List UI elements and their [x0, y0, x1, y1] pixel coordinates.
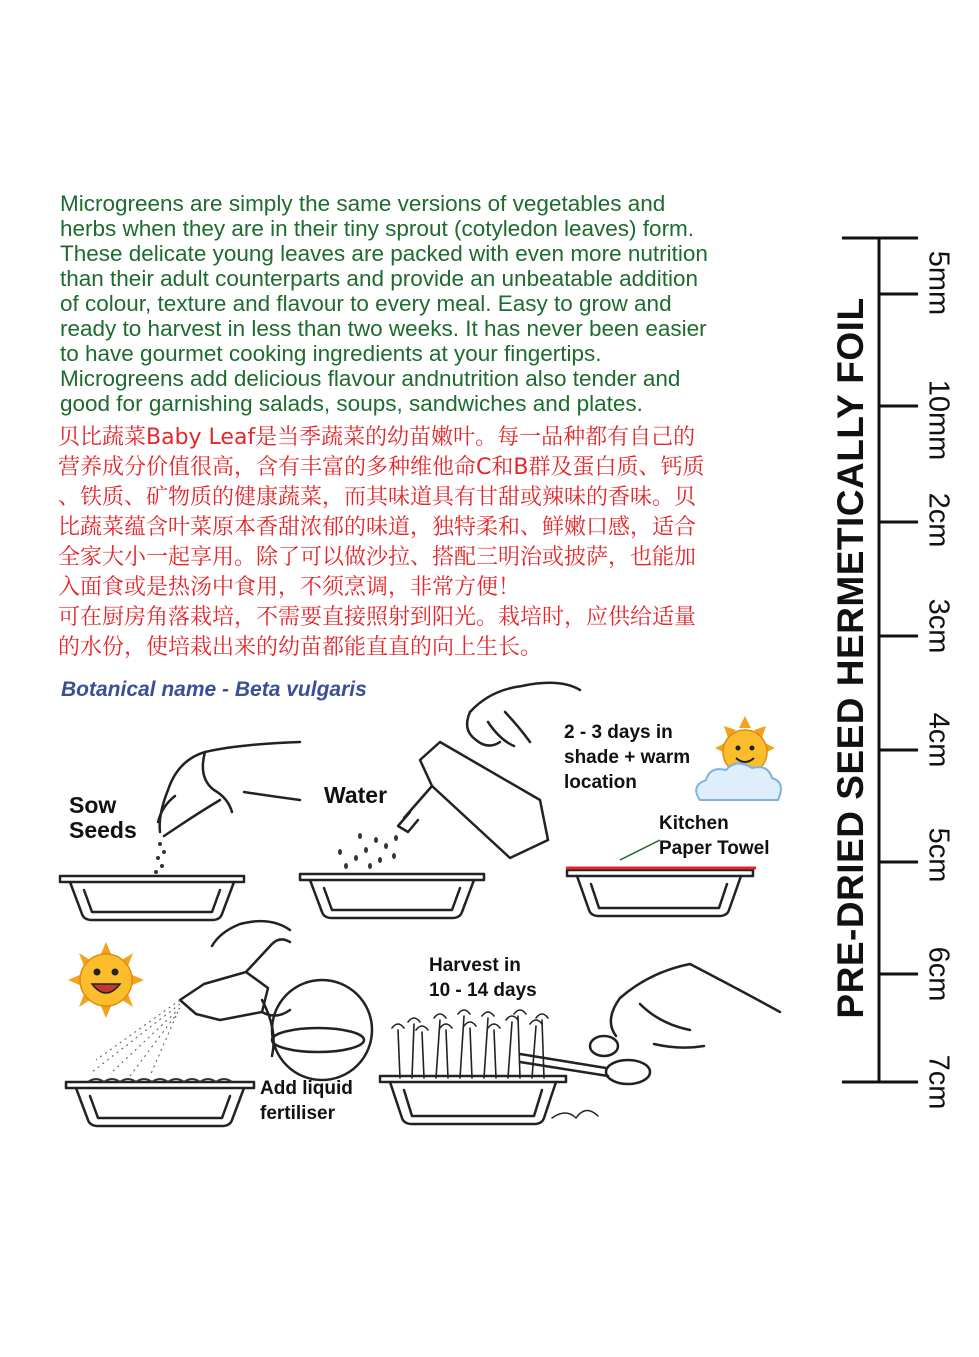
ruler-mark-3cm: 3cm: [922, 598, 955, 654]
sowing-hand-icon: [158, 742, 300, 836]
fertiliser-label: Add liquid fertiliser: [260, 1078, 353, 1124]
microgreens-icon: [392, 1010, 548, 1078]
harvest-label: Harvest in 10 - 14 days: [429, 955, 537, 1001]
paper-towel-label: Kitchen Paper Towel: [659, 813, 770, 859]
seeds-icon: [154, 842, 166, 874]
spray-bottle-icon: [180, 921, 372, 1080]
ruler-mark-10mm: 10mm: [922, 379, 955, 461]
shade-location-label: 2 - 3 days in shade + warm location: [564, 722, 691, 793]
smiling-sun-icon: [68, 942, 144, 1018]
water-label: Water: [324, 782, 388, 808]
tray-icon: [567, 870, 753, 916]
sow-seeds-label: Sow Seeds: [69, 792, 137, 843]
ruler-mark-6cm: 6cm: [922, 946, 955, 1002]
watering-can-icon: [398, 683, 580, 858]
ruler-mark-2cm: 2cm: [922, 492, 955, 548]
english-description: Microgreens are simply the same versions of vegetables and herbs when they are in their tiny sprout (cotyledon leaves) form. These delicate young leaves are packed with even more nutrition than their adult counterparts and provide an unbeatable addition of colour, texture and flavour to every meal. Easy to grow and ready to harvest in less than two weeks. It has never been easier to have gourmet cooking ingredients at your fingertips. Microgreens add delicious flavour andnutrition also tender and good for garnishing salads, soups, sandwiches and plates.: [60, 191, 708, 416]
ruler-mark-5cm: 5cm: [922, 827, 955, 883]
tray-icon: [300, 874, 484, 918]
ruler-mark-4cm: 4cm: [922, 712, 955, 768]
botanical-name: Botanical name - Beta vulgaris: [61, 678, 367, 701]
ruler-mark-7cm: 7cm: [922, 1054, 955, 1110]
scissors-hand-icon: [520, 964, 780, 1084]
water-drops-icon: [338, 833, 398, 869]
tray-icon: [380, 1076, 566, 1124]
chinese-description: 贝比蔬菜Baby Leaf是当季蔬菜的幼苗嫩叶。每一品种都有自己的 营养成分价值很高，含有丰富的多种维他命C和B群及蛋白质、钙质 、铁质、矿物质的健康蔬菜，而其味道具有甘甜或辣味的香味。贝 比蔬菜蕴含叶菜原本香甜浓郁的味道，独特柔和、鲜嫩口感，适合 全家大小一起享用。除了可以做沙拉、搭配三明治或披萨，也能加 入面食或是热汤中食用，不须烹调，非常方便！ 可在厨房角落栽培，不需要直接照射到阳光。栽培时，应供给适量 的水份，使培栽出来的幼苗都能直直的向上生长。: [58, 425, 705, 660]
tray-icon: [60, 876, 244, 920]
ruler-mark-5mm: 5mm: [922, 250, 955, 316]
ruler-title: PRE-DRIED SEED HERMETICALLY FOIL: [830, 297, 871, 1019]
tray-icon: [66, 1082, 254, 1126]
pointer-line: [620, 840, 660, 860]
sun-cloud-icon: [696, 716, 781, 800]
